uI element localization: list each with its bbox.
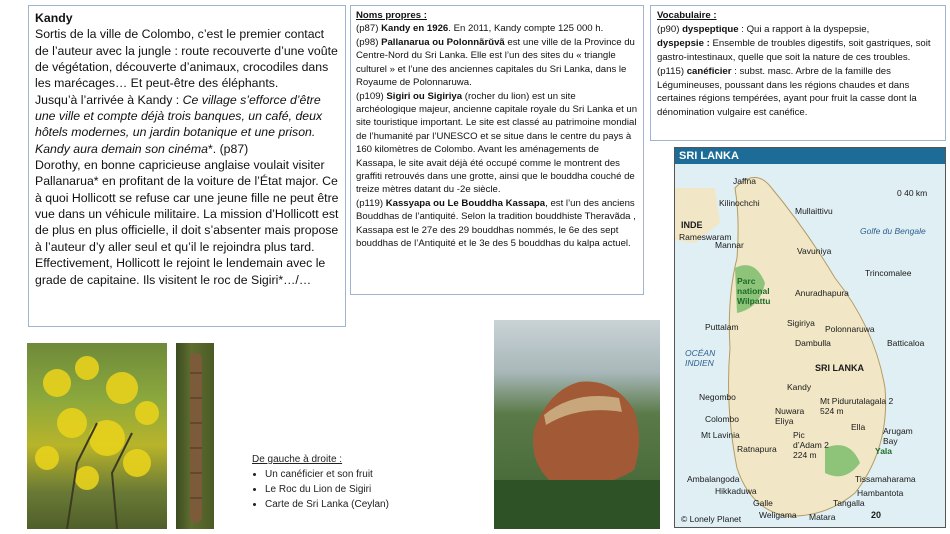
map-label-ocean: OCÉAN INDIEN bbox=[685, 348, 716, 368]
city-label: Puttalam bbox=[705, 322, 739, 332]
vocab-entry-caneficier bbox=[657, 65, 939, 121]
city-label: Kilinochchi bbox=[719, 198, 760, 208]
city-label: Batticaloa bbox=[887, 338, 925, 348]
city-label: Trincomalee bbox=[865, 268, 912, 278]
entry-text: : Qui a rapport à la dyspepsie, bbox=[738, 23, 870, 35]
city-label: Rameswaram bbox=[679, 232, 732, 242]
entry-text: Ensemble de troubles digestifs, soit gastriques, soit gastro-intestinaux, quelle que soit la nature de ces troubles. bbox=[657, 37, 931, 63]
kandy-title: Kandy bbox=[35, 11, 73, 25]
map-label-peak2: Pic d’Adam 2 224 m bbox=[793, 430, 829, 460]
kandy-text-box bbox=[28, 5, 346, 327]
pod-illustration bbox=[176, 343, 214, 529]
entry-text: , est l’un des anciens Bouddhas de l’antiquité. Selon la tradition bouddhiste Theravãda , Kassapa est le 27e des 29 bouddhas nommés, le 6e des sept bouddhas de l’Antiquité et le 3e des 5 bouddhas du kalpa actuel. bbox=[356, 197, 636, 250]
city-label: Hambantota bbox=[857, 488, 904, 498]
city-label: Dambulla bbox=[795, 338, 831, 348]
city-label: Weligama bbox=[759, 510, 797, 520]
photo-caption bbox=[252, 452, 389, 512]
sri-lanka-map bbox=[674, 147, 946, 528]
entry-term: dyspeptique bbox=[682, 23, 739, 35]
city-label: Tangalla bbox=[833, 498, 865, 508]
city-label: Sigiriya bbox=[787, 318, 815, 328]
map-credit: © Lonely Planet bbox=[681, 514, 742, 524]
city-label: Ambalangoda bbox=[687, 474, 740, 484]
rock-illustration bbox=[494, 320, 660, 529]
kandy-paragraph-3: Dorothy, en bonne capricieuse anglaise voulait visiter Pallanarua* en profitant de la voiture de l’État major. Ce à quoi Hollicott se refuse car une jeune fille ne peut être vue dans un véhicule militaire. La mission d’Hollicott est de plus en plus officielle, il doit s’absenter mais propose à l’auteur d’y aller seul et qu’il le rejoindra plus tard. bbox=[35, 158, 339, 254]
caneficier-fruit-photo bbox=[176, 343, 214, 529]
city-label: Polonnaruwa bbox=[825, 324, 875, 334]
entry-ref: (p115) bbox=[657, 65, 687, 77]
kandy-p2-lead: Jusqu’à l’arrivée à Kandy : bbox=[35, 92, 183, 107]
city-label: Jaffna bbox=[733, 176, 757, 186]
map-label-yala: Yala bbox=[875, 446, 893, 456]
city-label: Mannar bbox=[715, 240, 744, 250]
map-label-country: SRI LANKA bbox=[815, 363, 864, 373]
map-title: SRI LANKA bbox=[675, 148, 945, 164]
city-label: Vavuniya bbox=[797, 246, 832, 256]
city-label: Hikkaduwa bbox=[715, 486, 757, 496]
entry-text: (rocher du lion) est un site archéologique majeur, ancienne capitale royale du Sri Lanka et un site touristique important. Le site est classé au patrimoine mondial de l’humanité par l’UNESCO et se situe dans le centre du pays à 160 kilomètres de Colombo. Avant les aménagements de Kassapa, le site avait déjà été occupé comme le montrent des graffiti retrouvés dans une grotte, ainsi que le bouddha couché de treize mètres datant du -2e siècle. bbox=[356, 90, 638, 196]
entry-term: Sigiri ou Sigiriya bbox=[386, 90, 463, 102]
city-label: Ella bbox=[851, 422, 866, 432]
entry-ref: (p87) bbox=[356, 23, 382, 35]
map-label-parc: Parc national Wilpattu bbox=[737, 276, 771, 306]
city-label: Mt Lavinia bbox=[701, 430, 740, 440]
name-entry-kassapa bbox=[356, 197, 638, 251]
name-entry-sigiri bbox=[356, 90, 638, 197]
city-label: Mullaittivu bbox=[795, 206, 833, 216]
map-label-inde: INDE bbox=[681, 220, 703, 230]
entry-ref: (p119) bbox=[356, 197, 386, 209]
caption-item: • Le Roc du Lion de Sigiri bbox=[265, 482, 389, 497]
city-label: Ratnapura bbox=[737, 444, 777, 454]
tree-illustration bbox=[27, 343, 167, 529]
vocabulary-title: Vocabulaire : bbox=[657, 10, 717, 21]
city-label: Galle bbox=[753, 498, 773, 508]
city-label: Colombo bbox=[705, 414, 740, 424]
city-label: Nuwara Eliya bbox=[775, 406, 805, 426]
map-scale: 0 40 km bbox=[897, 188, 928, 198]
caption-title: De gauche à droite : bbox=[252, 454, 343, 465]
city-label: Tissamaharama bbox=[855, 474, 916, 484]
kandy-paragraph-1: Sortis de la ville de Colombo, c’est le premier contact de l’auteur avec la jungle : route recouverte d’une voûte de végétation, découverte d’animaux, crocodiles dans les marécages… Et peut-être des éléphants. bbox=[35, 27, 338, 91]
entry-ref: (p98) bbox=[356, 36, 382, 48]
entry-term: Pallanarua ou Polonnãrŭvã bbox=[381, 36, 505, 48]
city-label: Matara bbox=[809, 512, 836, 522]
entry-term: dyspepsie : bbox=[657, 37, 710, 49]
entry-term: Kandy en 1926 bbox=[381, 23, 449, 35]
sigiriya-rock-photo bbox=[494, 320, 660, 529]
caption-item: • Carte de Sri Lanka (Ceylan) bbox=[265, 497, 389, 512]
name-entry-pallanarua bbox=[356, 36, 638, 90]
map-page-number: 20 bbox=[871, 510, 882, 520]
proper-names-title: Noms propres : bbox=[356, 10, 427, 21]
entry-text: . En 2011, Kandy compte 125 000 h. bbox=[448, 23, 604, 35]
city-label: Negombo bbox=[699, 392, 736, 402]
name-entry-kandy bbox=[356, 22, 638, 35]
entry-ref: (p90) bbox=[657, 23, 683, 35]
kandy-paragraph-2 bbox=[35, 92, 339, 157]
vocabulary-box bbox=[650, 5, 946, 141]
entry-text: : subst. masc. Arbre de la famille des Légumineuses, poussant dans les régions chaudes et dans certaines régions tempérées, ayant pour fruit la casse dont la dénomination vulgaire est canéfice. bbox=[657, 65, 917, 119]
caption-item: • Un canéficier et son fruit bbox=[265, 467, 389, 482]
entry-text: est une ville de la Province du Centre-Nord du Sri Lanka. Elle est l’un des sites du « triangle culturel » et l’une des anciennes capitales du Sri Lanka, dans le Royaume de Polonnaruwa. bbox=[356, 36, 635, 89]
map-label-peak1: Mt Pidurutalagala 2 524 m bbox=[820, 396, 894, 416]
city-label: Anuradhapura bbox=[795, 288, 849, 298]
entry-term: canéficier bbox=[686, 65, 732, 77]
kandy-p2-tail: *. (p87) bbox=[207, 141, 249, 156]
city-label: Arugam Bay bbox=[883, 426, 913, 446]
caneficier-tree-photo bbox=[27, 343, 167, 529]
vocab-entry-dyspepsie bbox=[657, 37, 939, 65]
entry-ref: (p109) bbox=[356, 90, 387, 102]
map-label-golfe: Golfe du Bengale bbox=[860, 226, 926, 236]
proper-names-box bbox=[350, 5, 644, 295]
vocab-entry-dyspeptique bbox=[657, 23, 939, 37]
kandy-paragraph-4: Effectivement, Hollicott le rejoint le lendemain avec le grade de capitaine. Ils visitent le roc de Sigiri*…/… bbox=[35, 256, 326, 287]
kandy-p2-quote: Ce village s’efforce d’être une ville et compte déjà trois banques, un café, deux hôtels modernes, un jardin botanique et une prison. Kandy aura demain son cinéma bbox=[35, 92, 323, 156]
caption-list bbox=[252, 467, 389, 512]
entry-term: Kassyapa ou Le Bouddha Kassapa bbox=[385, 197, 546, 209]
city-label: Kandy bbox=[787, 382, 812, 392]
